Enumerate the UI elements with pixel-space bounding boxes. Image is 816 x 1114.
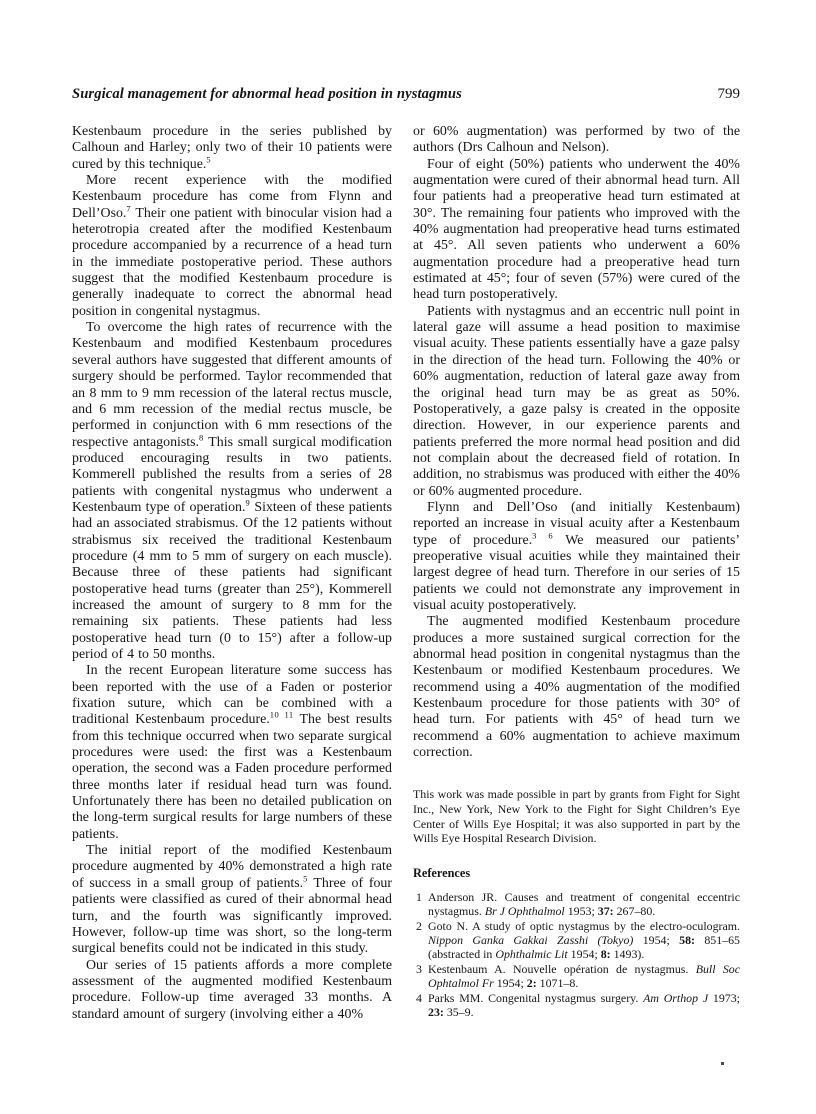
reference-item — [413, 991, 740, 1020]
paragraph — [72, 173, 392, 320]
citation-superscript: 10 11 — [269, 709, 294, 720]
text-segment: 1954; — [493, 976, 527, 991]
text-segment: 37: — [597, 904, 614, 919]
paragraph — [413, 500, 740, 614]
text-segment: To overcome the high rates of recurrence with the Kestenbaum and modified Kestenbaum procedures several authors have suggested that different amounts of surgery should be performed. Taylor recommended that an 8 mm to 9 mm recession of the lateral rectus muscle, and 6 mm recession of the medial rectus muscle, be performed in conjunction with 6 mm resections of the respective antagonists. — [72, 320, 392, 450]
reference-item — [413, 919, 740, 962]
reference-text — [428, 962, 740, 991]
text-segment: In the recent European literature some success has been reported with the use of a Faden or posterior fixation suture, which can be combined with a traditional Kestenbaum procedure. — [72, 663, 392, 728]
text-segment: We measured our patients’ preoperative visual acuities while they maintained their largest degree of head turn. Therefore in our series of 15 patients we could not demonstrate any improvement in visual acuity postoperatively. — [413, 532, 740, 613]
reference-list — [413, 890, 740, 1020]
text-segment: Goto N. A study of optic nystagmus by the electro-oculogram. — [428, 918, 740, 933]
reference-text — [428, 919, 740, 962]
text-segment: 58: — [679, 933, 695, 947]
paragraph — [72, 843, 392, 957]
text-segment: Anderson JR. Causes and treatment of congenital eccentric nystagmus. — [428, 889, 740, 919]
paragraph — [72, 320, 392, 663]
text-segment: Kestenbaum procedure in the series published by Calhoun and Harley; only two of their 10 patients were cured by this technique. — [72, 124, 392, 172]
text-segment: 1954; — [633, 933, 680, 947]
text-segment: More recent experience with the modified Kestenbaum procedure has come from Flynn and Dell’Oso. — [72, 173, 392, 221]
citation-superscript: 8 — [199, 431, 204, 442]
text-segment: 2: — [526, 976, 537, 991]
paragraph — [72, 958, 392, 1023]
citation-superscript: 5 — [303, 873, 308, 884]
text-segment: 35–9. — [443, 1005, 474, 1020]
text-segment: The augmented modified Kestenbaum procedure produces a more sustained surgical correction for the abnormal head position in congenital nystagmus than the Kestenbaum or modified Kestenbaum procedures. We recommend using a 40% augmentation of the modified Kestenbaum procedure for those patients with 30° of head turn. For patients with 45° of head turn we recommend a 60% augmentation to achieve maximum correction. — [413, 614, 740, 761]
text-segment: 1973; — [708, 990, 740, 1005]
paragraph — [413, 124, 740, 157]
text-segment: Parks MM. Congenital nystagmus surgery. — [428, 990, 644, 1005]
text-segment: 1493). — [610, 947, 645, 962]
paragraph — [413, 157, 740, 304]
reference-text — [428, 991, 740, 1020]
reference-number: 3 — [416, 961, 422, 976]
text-segment: Patients with nystagmus and an eccentric null point in lateral gaze will assume a head position to maximise visual acuity. These patients essentially have a gaze palsy in the direction of the head turn. Following the 40% or 60% augmentation, reduction of lateral gaze away from the original head turn may be as great as 50%. Postoperatively, a gaze palsy is created in the opposite direction. However, in our experience parents and patients preferred the more normal head position and did not complain about the decreased field of rotation. In addition, no strabismus was produced with either the 40% or 60% augmented procedure. — [413, 303, 740, 499]
reference-number: 1 — [416, 889, 422, 904]
text-segment: 1954; — [567, 947, 601, 962]
right-column — [413, 124, 740, 1023]
text-segment: Br J Ophthalmol — [484, 904, 565, 919]
text-segment: Sixteen of these patients had an associated strabismus. Of the 12 patients without strabismus six received the traditional Kestenbaum procedure (4 mm to 5 mm of surgery on each muscle). Because three of these patients had significant postoperative head turns (greater than 25°), Kommerell increased the amount of surgery to 8 mm for the remaining six patients. These patients had less postoperative head turn (0 to 15°) after a follow-up period of 4 to 50 months. — [72, 499, 392, 662]
references-heading: References — [413, 865, 471, 880]
text-segment: 8: — [600, 947, 611, 962]
text-segment: 1071–8. — [536, 976, 579, 991]
text-segment: Kestenbaum A. Nouvelle opération de nystagmus. — [428, 961, 696, 976]
text-segment: Three of four patients were classified as cured of their abnormal head turn, and the fourth was significantly improved. However, follow-up time was short, so the long-term surgical benefits could not be indicated in this study. — [72, 875, 393, 957]
scan-artifact-dot — [721, 1062, 724, 1065]
reference-number: 2 — [416, 918, 422, 933]
reference-number: 4 — [416, 990, 422, 1005]
text-segment: Our series of 15 patients affords a more complete assessment of the augmented modified Kestenbaum procedure. Follow-up time averaged 33 months. A standard amount of surgery (involving either a 40% — [72, 957, 392, 1022]
text-segment: Ophthalmic Lit — [495, 947, 568, 962]
running-head — [72, 86, 740, 103]
reference-item — [413, 890, 740, 919]
text-segment: 267–80. — [613, 904, 656, 919]
citation-superscript: 7 — [126, 203, 132, 214]
text-segment: 851–65 (abstracted in — [428, 933, 740, 962]
citation-superscript: 9 — [245, 497, 251, 508]
reference-item — [413, 962, 740, 991]
left-column — [72, 124, 392, 1023]
paragraph — [413, 304, 740, 500]
page-number: 799 — [717, 86, 740, 102]
text-segment: The initial report of the modified Kestenbaum procedure augmented by 40% demonstrated a high rate of success in a small group of patients. — [72, 843, 392, 891]
reference-text — [428, 890, 740, 919]
citation-superscript: 3 6 — [532, 529, 554, 540]
text-segment: Nippon Ganka Gakkai Zasshi (Tokyo) — [428, 933, 634, 947]
text-segment: Bull Soc Ophtalmol Fr — [428, 961, 740, 991]
text-columns — [72, 124, 740, 1023]
text-segment: The best results from this technique occurred when two separate surgical procedures were used: the first was a Kestenbaum operation, the second was a Faden procedure performed three months later if residual head turn was found. Unfortunately there has been no detailed publication on the long-term surgical results for large numbers of these patients. — [72, 712, 392, 842]
text-segment: or 60% augmentation) was performed by two of the authors (Drs Calhoun and Nelson). — [413, 124, 740, 156]
text-segment: Am Orthop J — [643, 990, 709, 1005]
text-segment: Flynn and Dell’Oso (and initially Kestenbaum) reported an increase in visual acuity after a Kestenbaum type of procedure. — [413, 499, 740, 548]
running-head-title: Surgical management for abnormal head position in nystagmus — [72, 86, 462, 102]
text-segment: Their one patient with binocular vision had a heterotropia created after the modified Kestenbaum procedure accompanied by a recurrence of a head turn in the immediate postoperative period. These authors suggest that the modified Kestenbaum procedure is generally inadequate to correct the abnormal head position in congenital nystagmus. — [72, 205, 392, 319]
right-column-paragraphs — [413, 124, 740, 761]
text-segment: Four of eight (50%) patients who underwent the 40% augmentation were cured of their abnormal head turn. All four patients had a preoperative head turn estimated at 30°. The remaining four patients who improved with the 40% augmentation had preoperative head turns estimated at 45°. All seven patients who underwent a 60% augmentation procedure had a preoperative head turn estimated at 45°; four of seven (57%) were cured of the head turn postoperatively. — [413, 156, 740, 303]
citation-superscript: 5 — [206, 154, 212, 165]
paragraph — [72, 663, 392, 843]
paragraph — [72, 124, 392, 173]
paragraph — [413, 614, 740, 761]
text-segment: 23: — [428, 1005, 444, 1020]
text-segment: This small surgical modification produced encouraging results in two patients. Kommerell published the results from a series of 28 patients with congenital nystagmus who underwent a Kestenbaum type of operation. — [72, 434, 392, 515]
text-segment: 1953; — [564, 904, 598, 919]
acknowledgement-note: This work was made possible in part by grants from Fight for Sight Inc., New York, New York to the Fight for Sight Children’s Eye Center of Wills Eye Hospital; it was also supported in part by the Wills Eye Hospital Research Division. — [413, 787, 740, 846]
